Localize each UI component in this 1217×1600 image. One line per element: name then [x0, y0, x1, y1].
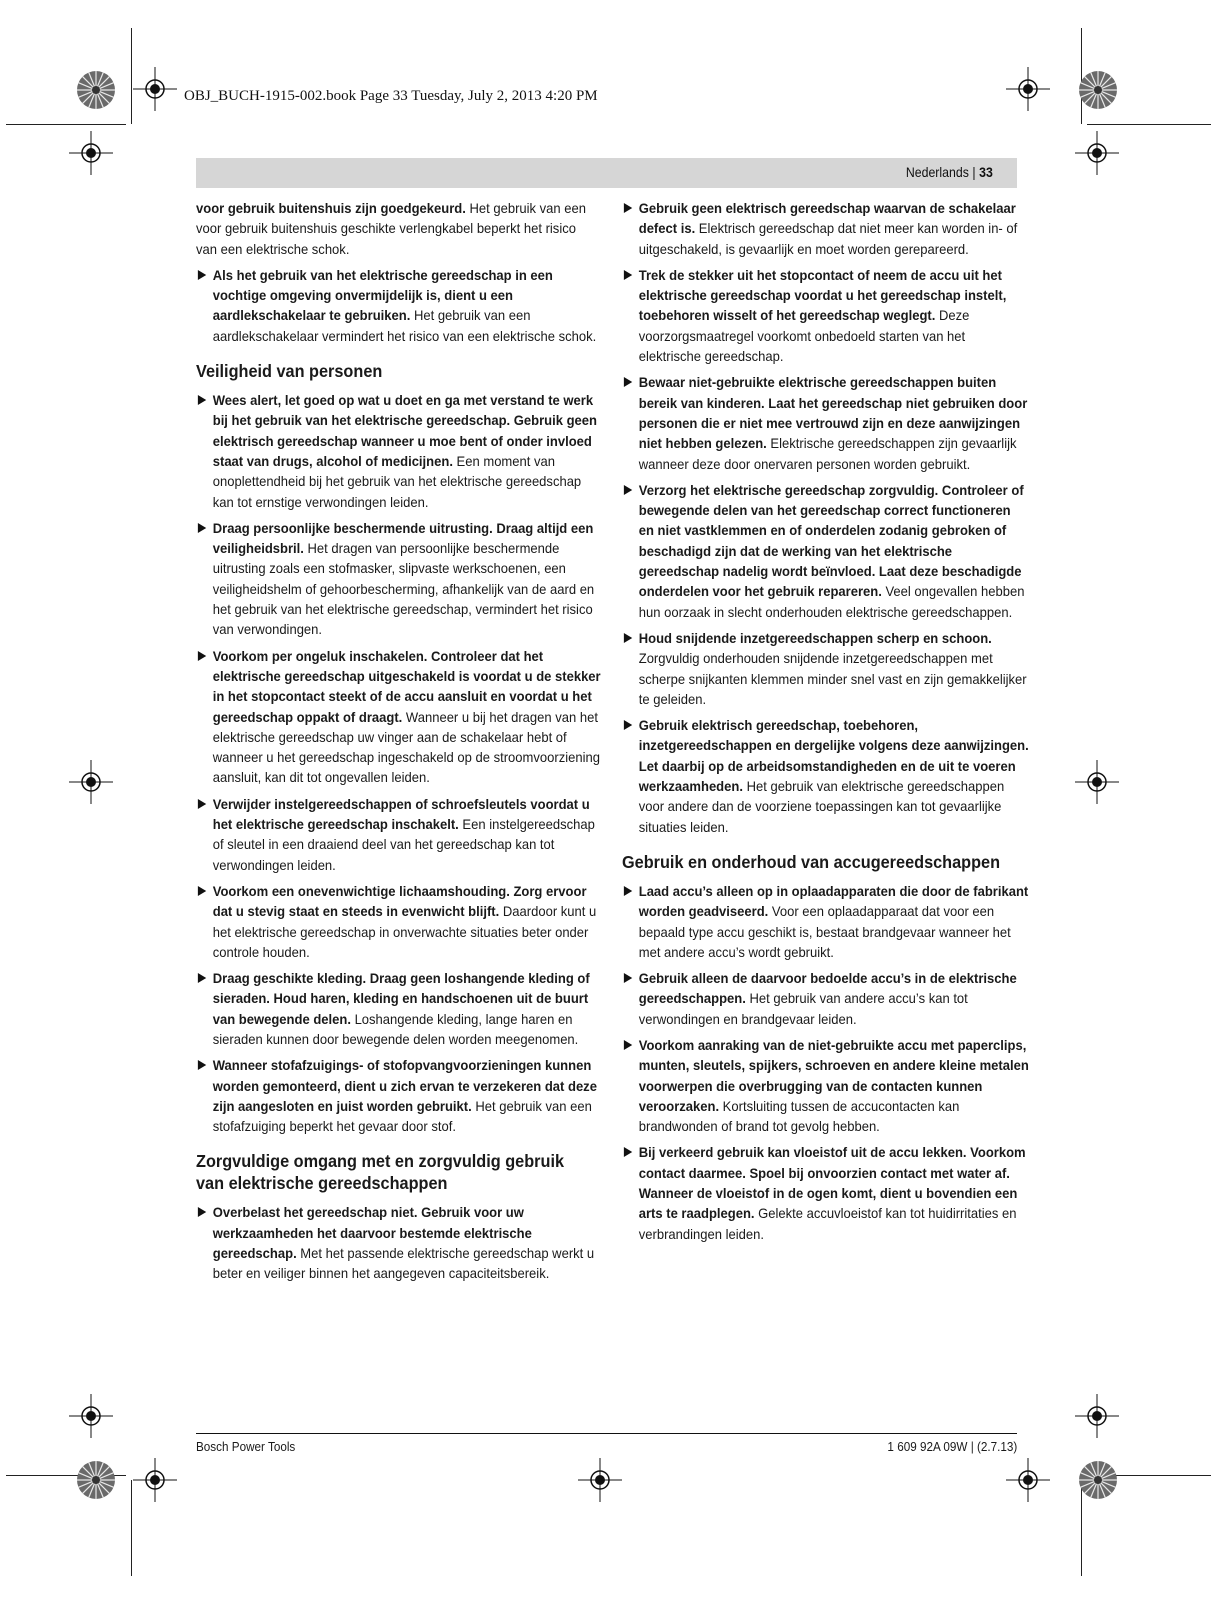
crop-line: [131, 28, 132, 124]
list-item: Wees alert, let goed op wat u doet en ga met verstand te werk bij het gebruik van het elektrische gereedschap. Gebruik geen elektrisch gereedschap wanneer u moe bent of onder invloed staat van drugs, alcohol of medicijnen. Een moment van onoplettendheid bij het gebruik van het elektrische gereedschap kan tot ernstige verwondingen leiden.: [196, 390, 603, 512]
crop-line: [131, 1480, 132, 1576]
registration-mark-icon: [1075, 1394, 1119, 1438]
list-item: Laad accu’s alleen op in oplaadapparaten die door de fabrikant worden geadviseerd. Voor een oplaadapparaat dat voor een bepaald type accu geschikt is, bestaat brandgevaar wanneer het met andere accu’s wordt gebruikt.: [622, 881, 1029, 962]
bullet-triangle-icon: [624, 720, 632, 730]
list-item: Verzorg het elektrische gereedschap zorgvuldig. Controleer of bewegende delen van het gereedschap correct functioneren en niet vastklemmen en of onderdelen zodanig gebroken of beschadigd zijn dat de werking van het elektrische gereedschap nadelig wordt beïnvloed. Laat deze beschadigde onderdelen voor het gebruik repareren. Veel ongevallen hebben hun oorzaak in slecht onderhouden elektrische gereedschappen.: [622, 480, 1029, 622]
bullet-triangle-icon: [624, 633, 632, 643]
list-item: Als het gebruik van het elektrische gereedschap in een vochtige omgeving onvermijdelijk is, dient u een aardlekschakelaar te gebruiken. Het gebruik van een aardlekschakelaar vermindert het risico van een elektrische schok.: [196, 265, 603, 346]
bullet-triangle-icon: [624, 1040, 632, 1050]
left-column: [196, 198, 601, 1290]
crop-line: [1087, 124, 1211, 125]
footer-publisher: Bosch Power Tools: [196, 1439, 296, 1454]
footer-document-code: 1 609 92A 09W | (2.7.13): [887, 1439, 1017, 1454]
list-item: Voorkom per ongeluk inschakelen. Controleer dat het elektrische gereedschap uitgeschakeld is voordat u de stekker in het stopcontact steekt of de accu aansluit en voordat u het gereedschap oppakt of draagt. Wanneer u bij het dragen van het elektrische gereedschap uw vinger aan de schakelaar hebt of wanneer u het gereedschap ingeschakeld op de stroomvoorziening aansluit, kan dit tot ongevallen leiden.: [196, 646, 603, 788]
header-separator: |: [972, 164, 976, 180]
starburst-mark-icon: [1078, 1460, 1118, 1500]
list-item: Draag persoonlijke beschermende uitrusting. Draag altijd een veiligheidsbril. Het dragen van persoonlijke beschermende uitrusting zoals een stofmasker, slipvaste werkschoenen, een veiligheidshelm of gehoorbescherming, afhankelijk van de aard en het gebruik van het elektrische gereedschap, vermindert het risico van verwondingen.: [196, 518, 603, 640]
list-item: Gebruik elektrisch gereedschap, toebehoren, inzetgereedschappen en dergelijke volgens deze aanwijzingen. Let daarbij op de arbeidsomstandigheden en de uit te voeren werkzaamheden. Het gebruik van elektrische gereedschappen voor andere dan de voorziene toepassingen kan tot gevaarlijke situaties leiden.: [622, 715, 1029, 837]
bullet-triangle-icon: [198, 523, 206, 533]
list-item: Draag geschikte kleding. Draag geen loshangende kleding of sieraden. Houd haren, kleding en handschoenen uit de buurt van bewegende delen. Loshangende kleding, lange haren en sieraden kunnen door bewegende delen worden meegenomen.: [196, 968, 603, 1049]
header-language: Nederlands: [906, 164, 970, 180]
registration-mark-icon: [1006, 1458, 1050, 1502]
crop-line: [6, 124, 126, 125]
list-item: Overbelast het gereedschap niet. Gebruik voor uw werkzaamheden het daarvoor bestemde elektrische gereedschap. Met het passende elektrische gereedschap werkt u beter en veiliger binnen het aangegeven capaciteitsbereik.: [196, 1202, 603, 1283]
bullet-triangle-icon: [198, 1207, 206, 1217]
list-item: Trek de stekker uit het stopcontact of neem de accu uit het elektrische gereedschap voordat u het gereedschap instelt, toebehoren wisselt of het gereedschap weglegt. Deze voorzorgsmaatregel voorkomt onbedoeld starten van het elektrische gereedschap.: [622, 265, 1029, 366]
bullet-triangle-icon: [198, 1060, 206, 1070]
right-column: [622, 198, 1029, 1250]
bullet-triangle-icon: [624, 973, 632, 983]
print-slug: OBJ_BUCH-1915-002.book Page 33 Tuesday, July 2, 2013 4:20 PM: [184, 88, 598, 104]
bullet-triangle-icon: [198, 270, 206, 280]
intro-paragraph: voor gebruik buitenshuis zijn goedgekeurd. Het gebruik van een voor gebruik buitenshuis geschikte verlengkabel beperkt het risico van een elektrische schok.: [196, 200, 587, 257]
bullet-triangle-icon: [624, 886, 632, 896]
list-item: Bewaar niet-gebruikte elektrische gereedschappen buiten bereik van kinderen. Laat het gereedschap niet gebruiken door personen die er niet mee vertrouwd zijn en deze aanwijzingen niet hebben gelezen. Elektrische gereedschappen zijn gevaarlijk wanneer deze door onervaren personen worden gebruikt.: [622, 372, 1029, 473]
bullet-triangle-icon: [198, 651, 206, 661]
registration-mark-icon: [1075, 760, 1119, 804]
registration-mark-icon: [69, 1394, 113, 1438]
page-number: 33: [979, 164, 993, 180]
registration-mark-icon: [1075, 131, 1119, 175]
registration-mark-icon: [133, 67, 177, 111]
list-item: Gebruik geen elektrisch gereedschap waarvan de schakelaar defect is. Elektrisch gereedschap dat niet meer kan worden in- of uitgeschakeld, is gevaarlijk en moet worden gerepareerd.: [622, 198, 1029, 259]
starburst-mark-icon: [76, 1460, 116, 1500]
list-item: Verwijder instelgereedschappen of schroefsleutels voordat u het elektrische gereedschap inschakelt. Een instelgereedschap of sleutel in een draaiend deel van het gereedschap kan tot verwondingen leiden.: [196, 794, 603, 875]
list-item: Bij verkeerd gebruik kan vloeistof uit de accu lekken. Voorkom contact daarmee. Spoel bij onvoorzien contact met water af. Wanneer de vloeistof in de ogen komt, dient u bovendien een arts te raadplegen. Gelekte accuvloeistof kan tot huidirritaties en verbrandingen leiden.: [622, 1142, 1029, 1243]
bullet-triangle-icon: [624, 377, 632, 387]
page-header-label: [906, 164, 993, 180]
section-heading: Gebruik en onderhoud van accugereedschappen: [622, 851, 1001, 872]
page-header-band: [196, 158, 1017, 188]
bullet-triangle-icon: [624, 485, 632, 495]
footer-rule: [196, 1433, 1017, 1434]
bullet-triangle-icon: [198, 886, 206, 896]
registration-mark-icon: [1006, 67, 1050, 111]
section-heading: Zorgvuldige omgang met en zorgvuldig gebruik van elektrische gereedschappen: [196, 1151, 565, 1194]
starburst-mark-icon: [76, 70, 116, 110]
registration-mark-icon: [578, 1458, 622, 1502]
list-item: Voorkom aanraking van de niet-gebruikte accu met paperclips, munten, sleutels, spijkers, schroeven en andere kleine metalen voorwerpen die overbrugging van de contacten kunnen veroorzaken. Kortsluiting tussen de accucontacten kan brandwonden of brand tot gevolg hebben.: [622, 1035, 1029, 1136]
list-item: Wanneer stofafzuigings- of stofopvangvoorzieningen kunnen worden gemonteerd, dient u zich ervan te verzekeren dat deze zijn aangesloten en juist worden gebruikt. Het gebruik van een stofafzuiging beperkt het gevaar door stof.: [196, 1055, 603, 1136]
bullet-triangle-icon: [624, 270, 632, 280]
list-item: Gebruik alleen de daarvoor bedoelde accu’s in de elektrische gereedschappen. Het gebruik van andere accu’s kan tot verwondingen en brandgevaar leiden.: [622, 968, 1029, 1029]
bullet-triangle-icon: [198, 799, 206, 809]
bullet-triangle-icon: [198, 395, 206, 405]
registration-mark-icon: [133, 1458, 177, 1502]
registration-mark-icon: [69, 131, 113, 175]
registration-mark-icon: [69, 760, 113, 804]
list-item: Voorkom een onevenwichtige lichaamshouding. Zorg ervoor dat u stevig staat en steeds in evenwicht blijft. Daardoor kunt u het elektrische gereedschap in onverwachte situaties beter onder controle houden.: [196, 881, 603, 962]
starburst-mark-icon: [1078, 70, 1118, 110]
list-item: Houd snijdende inzetgereedschappen scherp en schoon. Zorgvuldig onderhouden snijdende inzetgereedschappen met scherpe snijkanten klemmen minder snel vast en zijn gemakkelijker te geleiden.: [622, 628, 1029, 709]
bullet-triangle-icon: [624, 203, 632, 213]
section-heading: Veiligheid van personen: [196, 361, 383, 382]
bullet-triangle-icon: [198, 973, 206, 983]
bullet-triangle-icon: [624, 1147, 632, 1157]
